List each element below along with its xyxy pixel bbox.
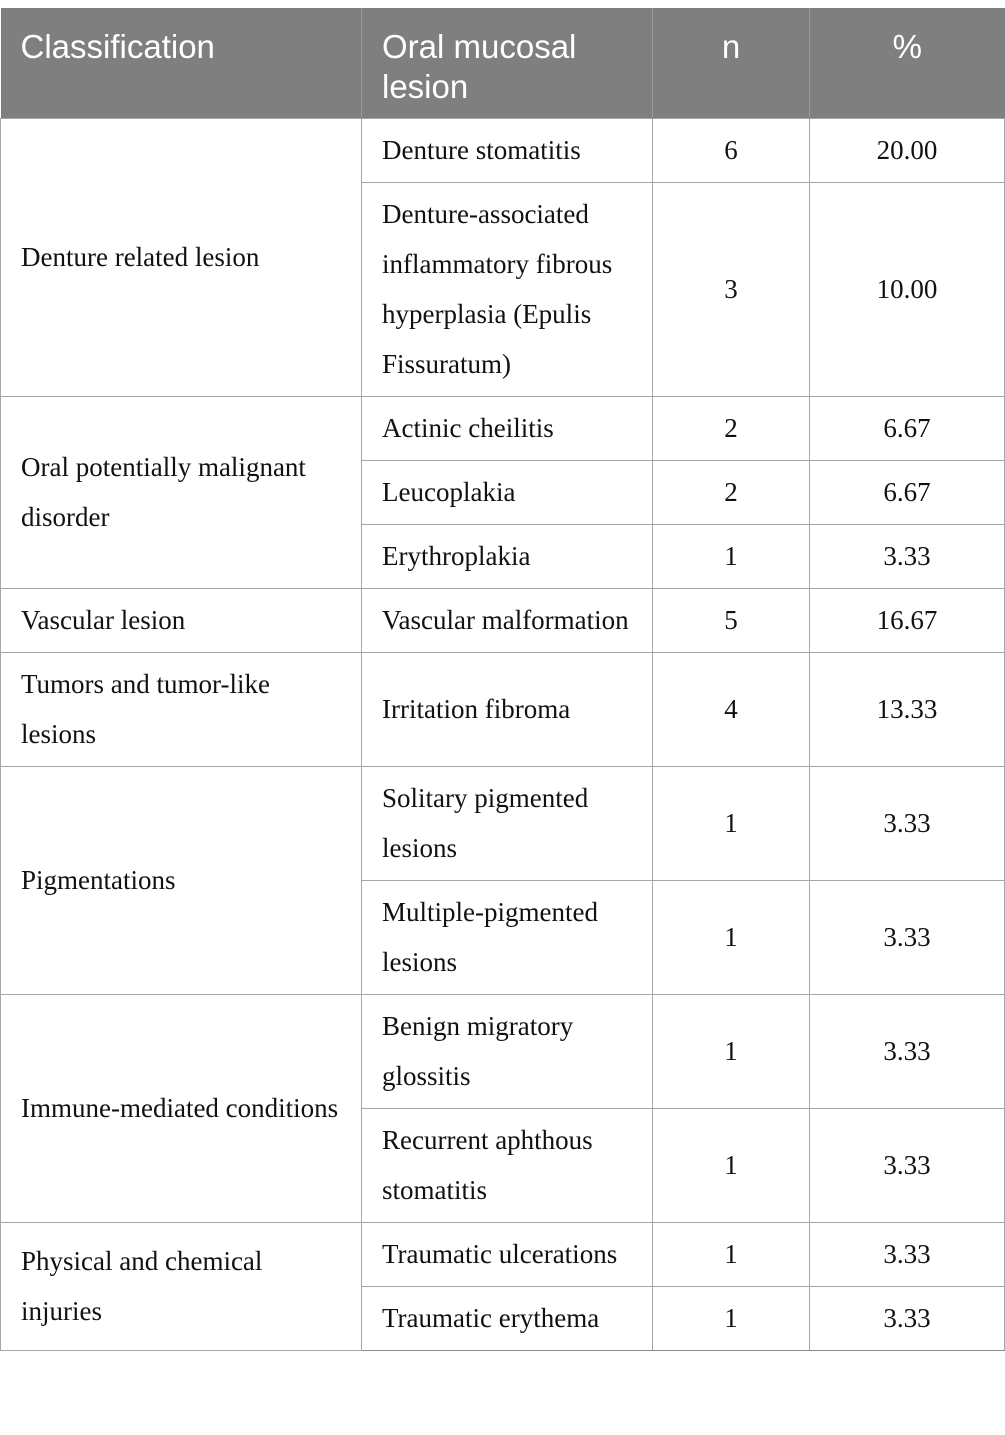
header-oral-mucosal-lesion: Oral mucosal lesion [362, 8, 653, 118]
classification-cell: Tumors and tumor-like lesions [1, 652, 362, 766]
header-percent: % [810, 8, 1005, 118]
classification-cell: Denture related lesion [1, 118, 362, 396]
percent-cell: 6.67 [810, 396, 1005, 460]
classification-cell: Oral potentially malignant disorder [1, 396, 362, 588]
n-cell: 3 [653, 182, 810, 396]
percent-cell: 3.33 [810, 766, 1005, 880]
n-cell: 4 [653, 652, 810, 766]
percent-cell: 20.00 [810, 118, 1005, 182]
table-row [1, 766, 1005, 880]
classification-cell: Physical and chemical injuries [1, 1222, 362, 1350]
lesion-cell: Leucoplakia [362, 460, 653, 524]
percent-cell: 13.33 [810, 652, 1005, 766]
percent-cell: 3.33 [810, 524, 1005, 588]
percent-cell: 3.33 [810, 1108, 1005, 1222]
lesion-cell: Irritation fibroma [362, 652, 653, 766]
header-classification: Classification [1, 8, 362, 118]
table-row [1, 1222, 1005, 1286]
percent-cell: 3.33 [810, 994, 1005, 1108]
header-row [1, 8, 1005, 118]
n-cell: 1 [653, 766, 810, 880]
percent-cell: 6.67 [810, 460, 1005, 524]
lesion-table [0, 8, 1005, 1351]
classification-cell: Immune-mediated conditions [1, 994, 362, 1222]
lesion-cell: Multiple-pigmented lesions [362, 880, 653, 994]
classification-cell: Pigmentations [1, 766, 362, 994]
table-row [1, 396, 1005, 460]
n-cell: 1 [653, 1286, 810, 1350]
lesion-cell: Denture stomatitis [362, 118, 653, 182]
percent-cell: 3.33 [810, 1222, 1005, 1286]
lesion-cell: Benign migratory glossitis [362, 994, 653, 1108]
n-cell: 1 [653, 1108, 810, 1222]
n-cell: 1 [653, 1222, 810, 1286]
n-cell: 1 [653, 880, 810, 994]
lesion-cell: Denture-associated inflammatory fibrous hyperplasia (Epulis Fissuratum) [362, 182, 653, 396]
percent-cell: 10.00 [810, 182, 1005, 396]
lesion-cell: Solitary pigmented lesions [362, 766, 653, 880]
table-row [1, 118, 1005, 182]
lesion-cell: Traumatic erythema [362, 1286, 653, 1350]
n-cell: 2 [653, 396, 810, 460]
percent-cell: 3.33 [810, 880, 1005, 994]
percent-cell: 3.33 [810, 1286, 1005, 1350]
table-row [1, 994, 1005, 1108]
lesion-cell: Traumatic ulcerations [362, 1222, 653, 1286]
n-cell: 1 [653, 524, 810, 588]
classification-cell: Vascular lesion [1, 588, 362, 652]
table-row [1, 652, 1005, 766]
lesion-cell: Vascular malformation [362, 588, 653, 652]
n-cell: 6 [653, 118, 810, 182]
lesion-cell: Actinic cheilitis [362, 396, 653, 460]
n-cell: 2 [653, 460, 810, 524]
table-row [1, 588, 1005, 652]
n-cell: 1 [653, 994, 810, 1108]
lesion-cell: Recurrent aphthous stomatitis [362, 1108, 653, 1222]
header-n: n [653, 8, 810, 118]
percent-cell: 16.67 [810, 588, 1005, 652]
n-cell: 5 [653, 588, 810, 652]
lesion-cell: Erythroplakia [362, 524, 653, 588]
